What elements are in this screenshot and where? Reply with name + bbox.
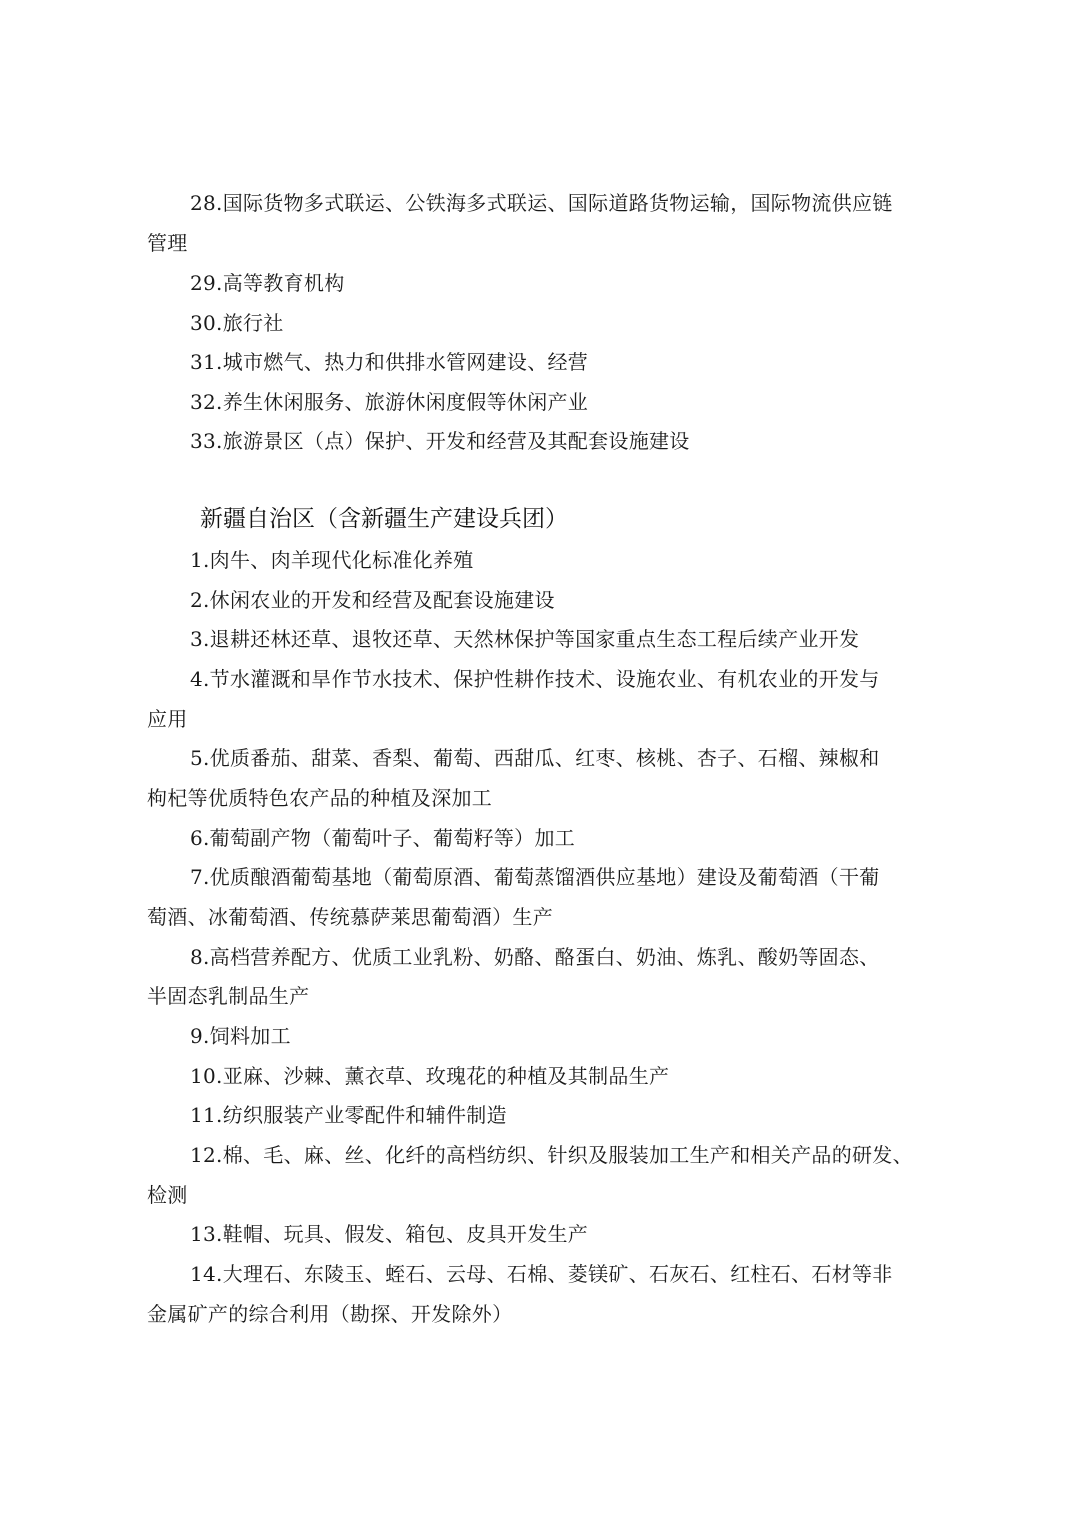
list-item-28-cont: 管理 (147, 231, 188, 255)
list-item-4-cont: 应用 (147, 707, 188, 731)
list-item-33: 33.旅游景区（点）保护、开发和经营及其配套设施建设 (190, 429, 690, 453)
list-item-3: 3.退耕还林还草、退牧还草、天然林保护等国家重点生态工程后续产业开发 (190, 627, 860, 651)
list-item-11: 11.纺织服装产业零配件和辅件制造 (190, 1103, 507, 1127)
list-item-7-cont: 萄酒、冰葡萄酒、传统慕萨莱思葡萄酒）生产 (147, 905, 553, 929)
list-item-14-cont: 金属矿产的综合利用（勘探、开发除外） (147, 1302, 513, 1326)
list-item-28: 28.国际货物多式联运、公铁海多式联运、国际道路货物运输，国际物流供应链 (190, 191, 893, 215)
list-item-1: 1.肉牛、肉羊现代化标准化养殖 (190, 548, 474, 572)
list-item-14: 14.大理石、东陵玉、蛭石、云母、石棉、菱镁矿、石灰石、红柱石、石材等非 (190, 1262, 893, 1286)
list-item-31: 31.城市燃气、热力和供排水管网建设、经营 (190, 350, 589, 374)
list-item-4: 4.节水灌溉和旱作节水技术、保护性耕作技术、设施农业、有机农业的开发与 (190, 667, 880, 691)
list-item-29: 29.高等教育机构 (190, 271, 345, 295)
list-item-5: 5.优质番茄、甜菜、香梨、葡萄、西甜瓜、红枣、核桃、杏子、石榴、辣椒和 (190, 746, 880, 770)
list-item-8: 8.高档营养配方、优质工业乳粉、奶酪、酪蛋白、奶油、炼乳、酸奶等固态、 (190, 945, 880, 969)
list-item-8-cont: 半固态乳制品生产 (147, 984, 310, 1008)
section-heading: 新疆自治区（含新疆生产建设兵团） (200, 506, 568, 532)
list-item-2: 2.休闲农业的开发和经营及配套设施建设 (190, 588, 555, 612)
list-item-9: 9.饲料加工 (190, 1024, 291, 1048)
list-item-12: 12.棉、毛、麻、丝、化纤的高档纺织、针织及服装加工生产和相关产品的研发、 (190, 1143, 913, 1167)
list-item-13: 13.鞋帽、玩具、假发、箱包、皮具开发生产 (190, 1222, 589, 1246)
list-item-30: 30.旅行社 (190, 311, 284, 335)
list-item-5-cont: 枸杞等优质特色农产品的种植及深加工 (147, 786, 493, 810)
list-item-7: 7.优质酿酒葡萄基地（葡萄原酒、葡萄蒸馏酒供应基地）建设及葡萄酒（干葡 (190, 865, 880, 889)
list-item-12-cont: 检测 (147, 1183, 188, 1207)
list-item-10: 10.亚麻、沙棘、薰衣草、玫瑰花的种植及其制品生产 (190, 1064, 670, 1088)
list-item-32: 32.养生休闲服务、旅游休闲度假等休闲产业 (190, 390, 589, 414)
list-item-6: 6.葡萄副产物（葡萄叶子、葡萄籽等）加工 (190, 826, 576, 850)
